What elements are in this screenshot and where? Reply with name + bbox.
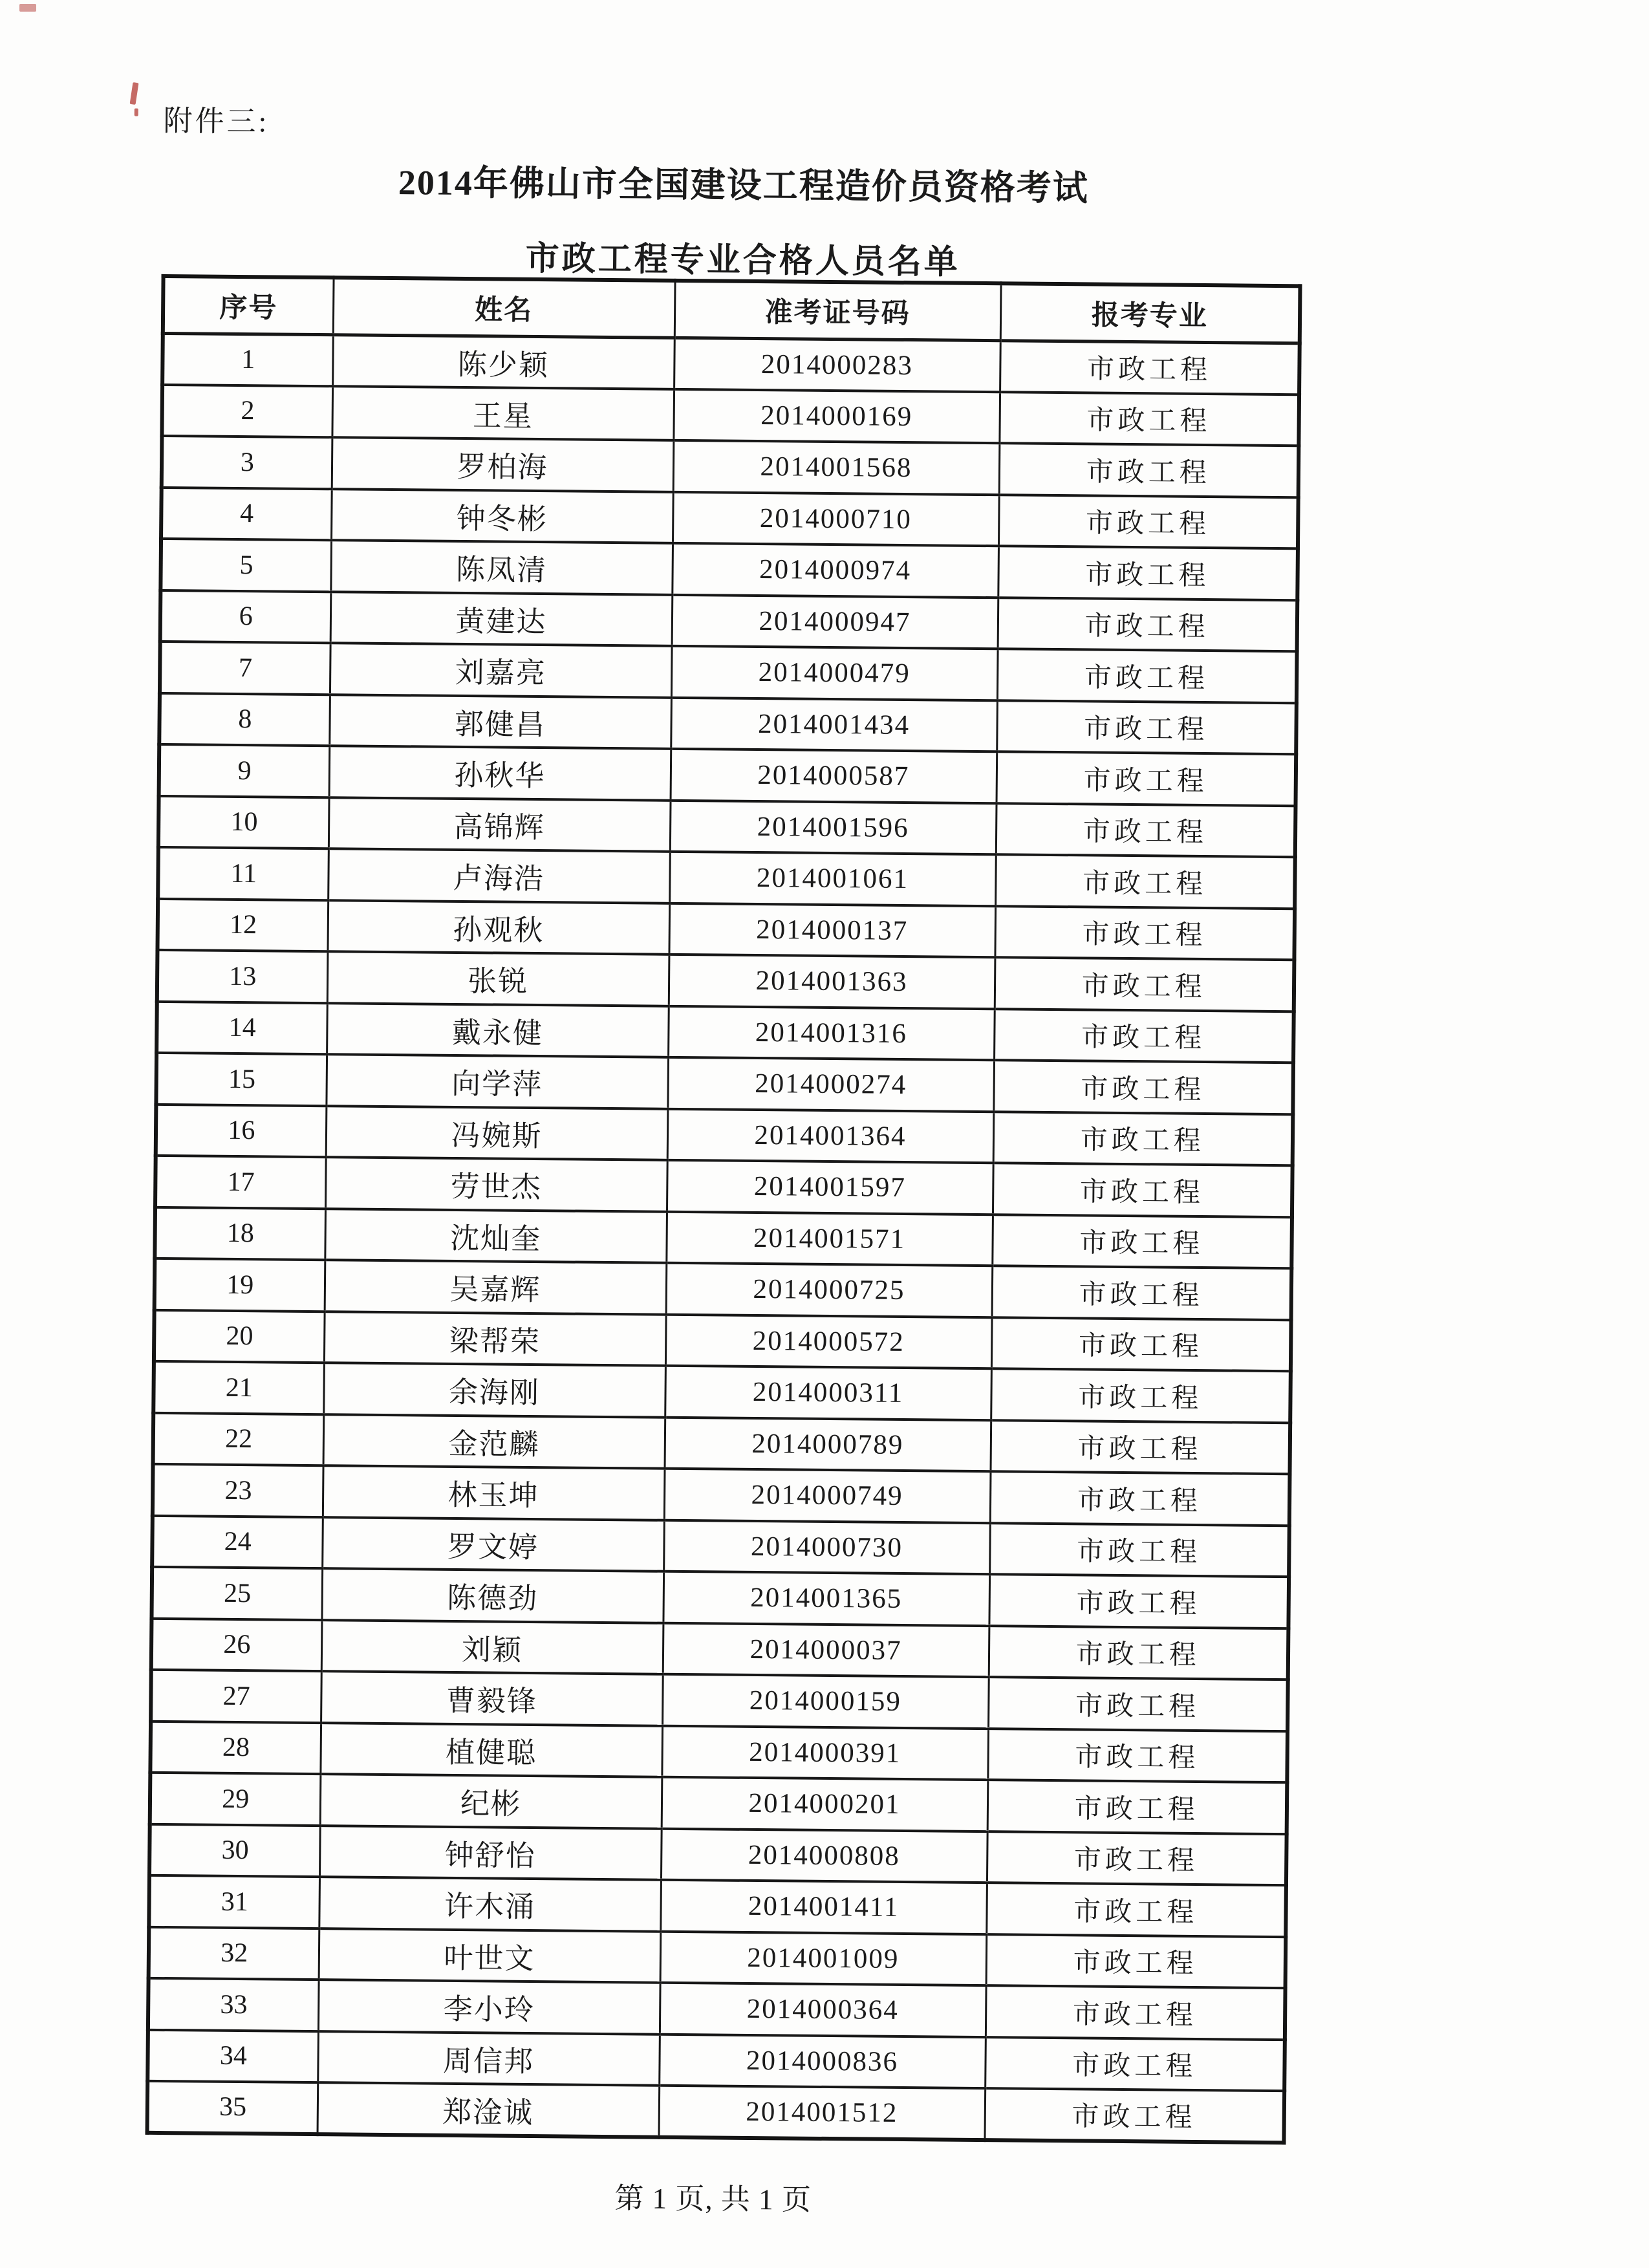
name-cell: 劳世杰	[325, 1157, 667, 1211]
ticket-number-cell: 2014001365	[663, 1571, 989, 1626]
major-cell: 市政工程	[989, 1574, 1289, 1628]
row-index-cell: 20	[154, 1310, 325, 1363]
table-row	[156, 1001, 1294, 1063]
row-index-cell: 15	[156, 1053, 327, 1106]
name-cell: 纪彬	[320, 1774, 662, 1828]
row-index-cell: 22	[153, 1412, 324, 1465]
row-index-cell: 19	[155, 1258, 325, 1312]
row-index-cell: 1	[162, 333, 333, 386]
name-cell: 陈凤清	[330, 540, 673, 594]
major-cell: 市政工程	[991, 1420, 1291, 1474]
major-cell: 市政工程	[992, 1215, 1292, 1269]
ticket-number-cell: 2014000836	[659, 2034, 986, 2088]
name-cell: 钟舒怡	[319, 1826, 662, 1880]
major-cell: 市政工程	[991, 1317, 1291, 1372]
ticket-number-cell: 2014000159	[662, 1674, 989, 1729]
major-cell: 市政工程	[984, 2088, 1284, 2143]
major-cell: 市政工程	[999, 392, 1299, 446]
table-body	[147, 333, 1300, 2143]
table-row	[149, 1875, 1286, 1937]
major-cell: 市政工程	[998, 546, 1298, 600]
row-index-cell: 8	[159, 693, 330, 746]
ticket-number-cell: 2014000169	[673, 389, 1000, 443]
table-row	[147, 2029, 1285, 2091]
table-row	[157, 898, 1295, 960]
major-cell: 市政工程	[993, 1163, 1293, 1217]
ticket-number-cell: 2014000947	[672, 594, 998, 649]
row-index-cell: 6	[160, 590, 331, 643]
table-row	[160, 539, 1298, 600]
ticket-number-cell: 2014001411	[660, 1880, 987, 1934]
name-cell: 钟冬彬	[331, 489, 673, 543]
table-row	[158, 795, 1296, 857]
major-cell: 市政工程	[989, 1523, 1289, 1577]
ticket-number-cell: 2014001363	[669, 955, 995, 1009]
name-cell: 孙秋华	[329, 746, 671, 800]
name-cell: 林玉坤	[323, 1465, 665, 1520]
name-cell: 李小玲	[318, 1980, 660, 2034]
major-cell: 市政工程	[997, 751, 1297, 806]
row-index-cell: 30	[149, 1824, 320, 1877]
name-cell: 沈灿奎	[325, 1209, 667, 1263]
name-cell: 卢海浩	[328, 848, 670, 903]
row-index-cell: 23	[153, 1464, 323, 1517]
major-cell: 市政工程	[987, 1729, 1288, 1783]
name-cell: 孙观秋	[327, 900, 669, 955]
row-index-cell: 12	[157, 898, 328, 951]
ticket-number-cell: 2014000730	[663, 1520, 990, 1574]
major-cell: 市政工程	[998, 598, 1298, 652]
ticket-number-cell: 2014000572	[665, 1314, 992, 1368]
ticket-number-cell: 2014000311	[665, 1366, 991, 1420]
row-index-cell: 2	[162, 384, 332, 437]
major-cell: 市政工程	[990, 1471, 1290, 1526]
name-cell: 冯婉斯	[326, 1106, 668, 1160]
ticket-number-cell: 2014000974	[672, 543, 998, 598]
table-row	[147, 2081, 1285, 2143]
table-row	[161, 487, 1299, 548]
document-title: 2014年佛山市全国建设工程造价员资格考试	[398, 163, 1090, 208]
major-cell: 市政工程	[997, 700, 1297, 755]
name-cell: 张锐	[327, 951, 669, 1006]
col-header-index: 序号	[163, 276, 334, 334]
table-row	[157, 950, 1295, 1011]
row-index-cell: 10	[158, 795, 329, 848]
table-row	[156, 1053, 1293, 1114]
major-cell: 市政工程	[992, 1266, 1292, 1320]
major-cell: 市政工程	[995, 906, 1295, 960]
row-index-cell: 25	[151, 1567, 322, 1620]
ticket-number-cell: 2014001009	[660, 1931, 987, 1985]
table-row	[159, 693, 1297, 754]
major-cell: 市政工程	[991, 1368, 1291, 1423]
name-cell: 金范麟	[323, 1414, 665, 1469]
row-index-cell: 17	[155, 1156, 326, 1209]
table-row	[152, 1515, 1289, 1577]
ticket-number-cell: 2014000789	[665, 1417, 991, 1471]
table-row	[150, 1773, 1288, 1834]
ticket-number-cell: 2014001434	[671, 697, 997, 751]
row-index-cell: 29	[150, 1773, 321, 1826]
major-cell: 市政工程	[997, 649, 1297, 703]
ticket-number-cell: 2014001597	[667, 1160, 993, 1215]
row-index-cell: 7	[160, 642, 330, 695]
major-cell: 市政工程	[999, 443, 1299, 497]
table-row	[162, 384, 1299, 446]
ticket-number-cell: 2014000587	[671, 749, 997, 803]
row-index-cell: 5	[160, 539, 331, 592]
name-cell: 吴嘉辉	[325, 1260, 667, 1314]
document-subtitle: 市政工程专业合格人员名单	[525, 240, 961, 281]
ticket-number-cell: 2014000710	[673, 491, 999, 546]
row-index-cell: 3	[162, 436, 332, 489]
name-cell: 叶世文	[319, 1928, 661, 1983]
table-row	[151, 1567, 1289, 1628]
table-row	[162, 333, 1300, 394]
major-cell: 市政工程	[987, 1780, 1288, 1834]
name-cell: 植健聪	[320, 1723, 662, 1777]
row-index-cell: 4	[161, 487, 332, 540]
name-cell: 梁帮荣	[324, 1312, 666, 1366]
table-row	[155, 1207, 1292, 1268]
major-cell: 市政工程	[998, 495, 1299, 549]
name-cell: 周信邦	[318, 2031, 660, 2086]
name-cell: 郭健昌	[329, 695, 671, 749]
row-index-cell: 18	[155, 1207, 325, 1260]
name-cell: 刘嘉亮	[330, 643, 672, 697]
ticket-number-cell: 2014001571	[666, 1211, 993, 1266]
table-row	[160, 642, 1297, 703]
table-row	[154, 1310, 1291, 1371]
major-cell: 市政工程	[1000, 340, 1300, 394]
table-row	[155, 1258, 1292, 1320]
name-cell: 王星	[332, 386, 674, 440]
row-index-cell: 35	[147, 2081, 318, 2134]
col-header-major: 报考专业	[1000, 283, 1300, 343]
major-cell: 市政工程	[987, 1831, 1287, 1886]
ticket-number-cell: 2014001316	[668, 1006, 995, 1060]
ticket-number-cell: 2014000391	[662, 1725, 988, 1780]
ticket-number-cell: 2014000725	[666, 1263, 993, 1317]
ticket-number-cell: 2014000808	[661, 1828, 987, 1883]
name-cell: 郑淦诚	[318, 2082, 660, 2137]
row-index-cell: 28	[150, 1721, 321, 1774]
table-row	[155, 1156, 1293, 1217]
ticket-number-cell: 2014001568	[673, 440, 1000, 495]
name-cell: 罗文婷	[322, 1517, 664, 1571]
ticket-number-cell: 2014000137	[669, 903, 995, 957]
table-row	[148, 1978, 1286, 2040]
col-header-ticket: 准考证号码	[674, 281, 1001, 340]
row-index-cell: 31	[149, 1875, 319, 1928]
ticket-number-cell: 2014001596	[670, 800, 997, 854]
major-cell: 市政工程	[986, 1985, 1286, 2040]
name-cell: 陈少颖	[332, 334, 674, 389]
table-row	[159, 744, 1297, 806]
ticket-number-cell: 2014000201	[662, 1777, 988, 1831]
ticket-number-cell: 2014000479	[671, 646, 998, 700]
row-index-cell: 33	[148, 1978, 319, 2031]
ticket-number-cell: 2014000037	[663, 1623, 989, 1677]
name-cell: 高锦辉	[329, 797, 671, 852]
table-row	[151, 1618, 1289, 1679]
major-cell: 市政工程	[985, 2037, 1285, 2091]
row-index-cell: 27	[151, 1670, 321, 1723]
ticket-number-cell: 2014001512	[659, 2086, 986, 2140]
major-cell: 市政工程	[989, 1626, 1289, 1680]
table-row	[153, 1361, 1291, 1423]
name-cell: 戴永健	[327, 1003, 669, 1057]
name-cell: 刘颖	[321, 1620, 663, 1674]
name-cell: 罗柏海	[332, 437, 674, 491]
scan-artifact	[130, 82, 139, 105]
table-row	[162, 436, 1299, 497]
name-cell: 陈德劲	[321, 1568, 663, 1623]
table-row	[158, 847, 1295, 909]
ticket-number-cell: 2014000274	[667, 1057, 994, 1112]
qualified-personnel-table	[146, 274, 1302, 2144]
table-row	[156, 1104, 1293, 1165]
table-row	[149, 1927, 1286, 1988]
row-index-cell: 26	[151, 1618, 322, 1671]
table-header	[163, 276, 1300, 343]
row-index-cell: 24	[152, 1515, 323, 1568]
major-cell: 市政工程	[994, 1009, 1294, 1063]
ticket-number-cell: 2014001061	[669, 852, 996, 906]
major-cell: 市政工程	[986, 1883, 1286, 1937]
ticket-number-cell: 2014000283	[674, 338, 1000, 392]
major-cell: 市政工程	[995, 854, 1295, 909]
row-index-cell: 16	[156, 1104, 327, 1157]
ticket-number-cell: 2014001364	[667, 1108, 994, 1163]
ticket-number-cell: 2014000364	[660, 1983, 986, 2037]
page-footer: 第 1 页, 共 1 页	[614, 2182, 812, 2216]
row-index-cell: 34	[147, 2029, 318, 2082]
row-index-cell: 14	[156, 1001, 327, 1054]
table-row	[153, 1412, 1291, 1474]
table-row	[160, 590, 1298, 651]
major-cell: 市政工程	[993, 1060, 1293, 1114]
major-cell: 市政工程	[988, 1677, 1288, 1731]
name-cell: 余海刚	[323, 1363, 665, 1417]
major-cell: 市政工程	[996, 803, 1296, 858]
name-cell: 向学萍	[326, 1054, 668, 1108]
table-row	[149, 1824, 1287, 1885]
scan-artifact	[135, 109, 138, 116]
col-header-name: 姓名	[333, 277, 675, 338]
name-cell: 黄建达	[330, 592, 673, 646]
name-cell: 许木涌	[319, 1877, 661, 1931]
table-row	[150, 1721, 1288, 1782]
major-cell: 市政工程	[993, 1112, 1293, 1166]
name-cell: 曹毅锋	[321, 1671, 663, 1725]
ticket-number-cell: 2014000749	[664, 1469, 991, 1523]
major-cell: 市政工程	[995, 957, 1295, 1011]
major-cell: 市政工程	[986, 1934, 1286, 1989]
attachment-label: 附件三:	[163, 104, 270, 138]
row-index-cell: 11	[158, 847, 329, 900]
header-row	[163, 276, 1300, 343]
table-row	[151, 1670, 1288, 1731]
row-index-cell: 13	[157, 950, 328, 1003]
table-row	[153, 1464, 1290, 1526]
row-index-cell: 9	[159, 744, 330, 797]
row-index-cell: 21	[153, 1361, 324, 1414]
row-index-cell: 32	[149, 1927, 319, 1980]
